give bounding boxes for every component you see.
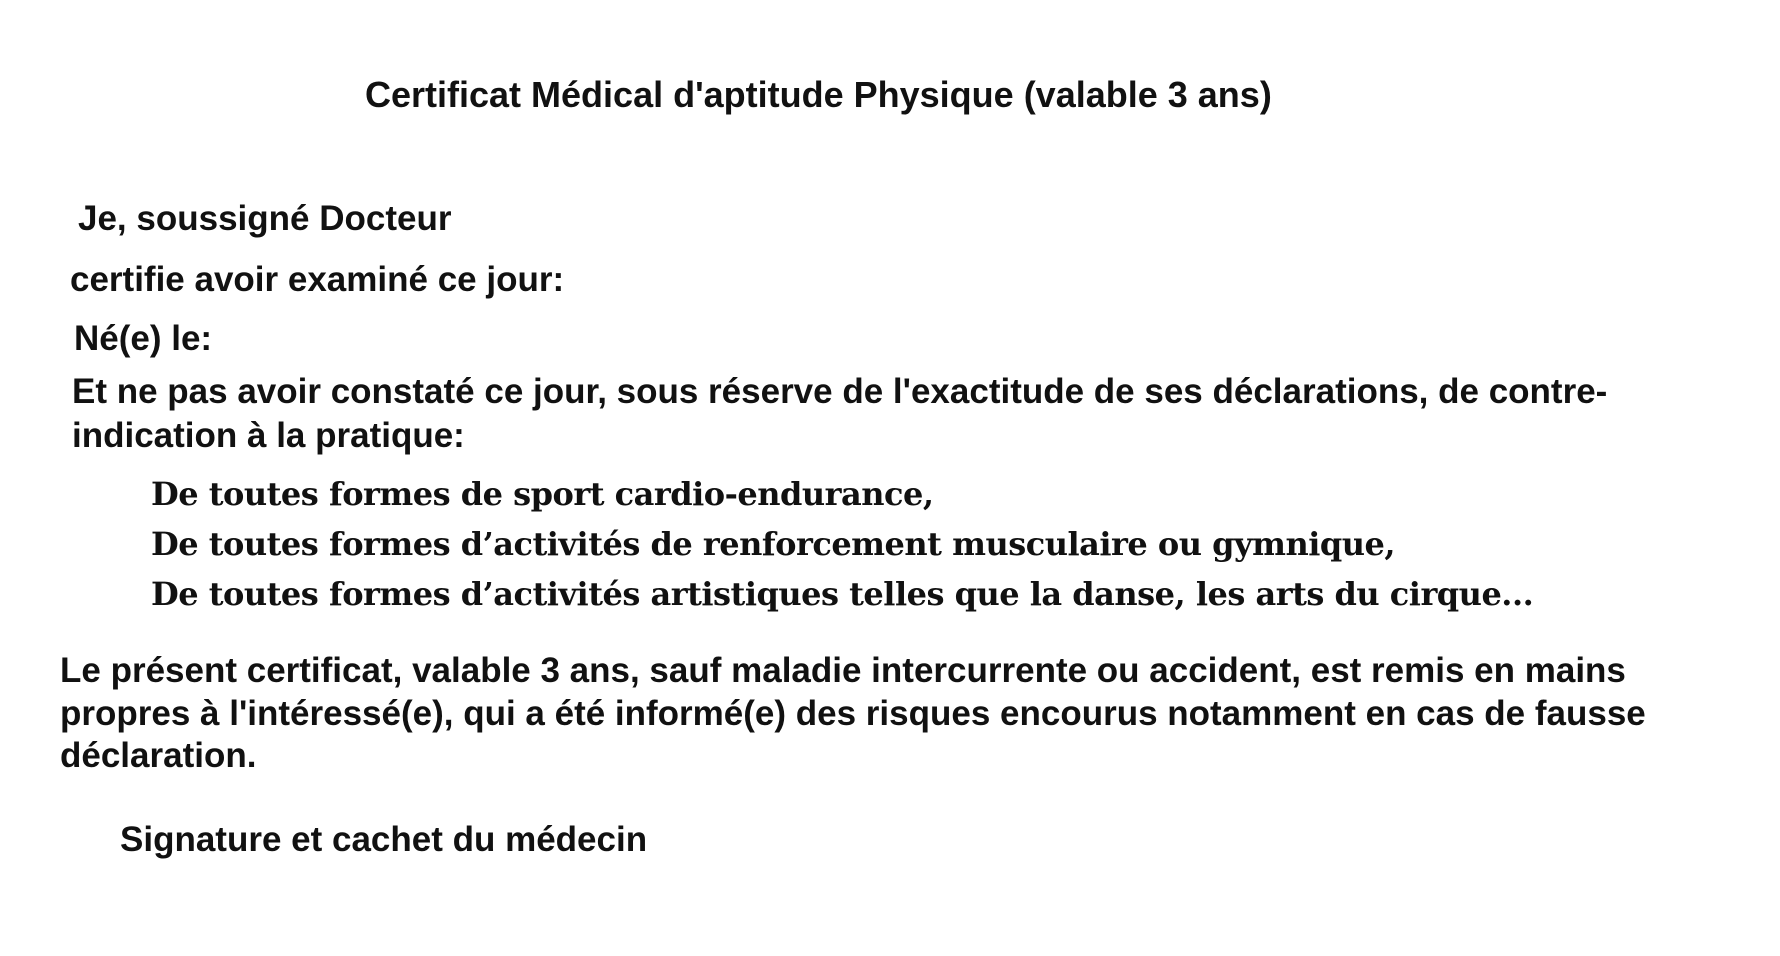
activity-item: De toutes formes d’activités artistiques telles que la danse, les arts du cirque... [151, 575, 1534, 613]
declaration-line-2: indication à la pratique: [72, 416, 465, 455]
closing-line-1: Le présent certificat, valable 3 ans, sauf maladie intercurrente ou accident, est remis en mains [60, 651, 1626, 690]
activity-item: De toutes formes d’activités de renforcement musculaire ou gymnique, [151, 525, 1396, 563]
certificate-title: Certificat Médical d'aptitude Physique (valable 3 ans) [365, 74, 1272, 115]
activity-item: De toutes formes de sport cardio-endurance, [151, 475, 934, 513]
declaration-line-1: Et ne pas avoir constaté ce jour, sous réserve de l'exactitude de ses déclarations, de contre- [72, 372, 1608, 411]
examination-line: certifie avoir examiné ce jour: [70, 260, 565, 299]
doctor-line: Je, soussigné Docteur [78, 199, 452, 238]
birth-date-line: Né(e) le: [74, 319, 213, 358]
signature-label: Signature et cachet du médecin [120, 820, 648, 859]
closing-line-3: déclaration. [60, 736, 257, 775]
closing-line-2: propres à l'intéressé(e), qui a été informé(e) des risques encourus notamment en cas de fausse [60, 694, 1646, 733]
